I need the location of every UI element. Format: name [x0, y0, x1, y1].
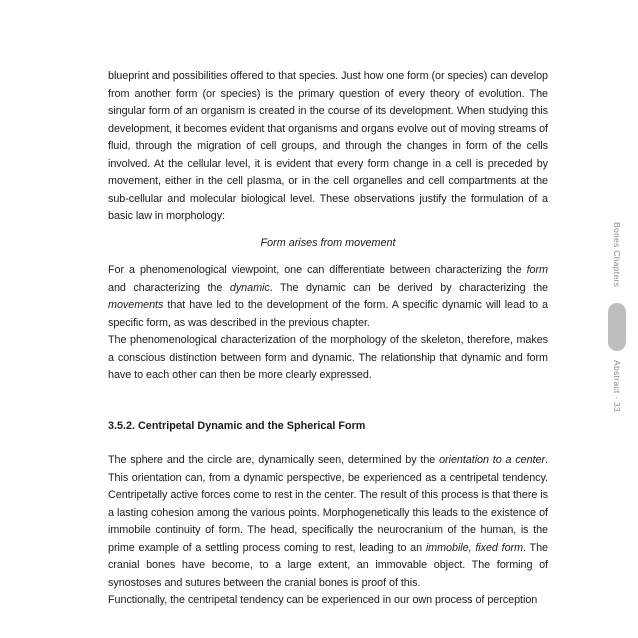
paragraph-5: Functionally, the centripetal tendency can be experienced in our own process of perception — [108, 594, 538, 606]
text-run: The sphere and the circle are, dynamically seen, determined by the — [108, 454, 440, 466]
paragraph-2 — [108, 262, 548, 332]
paragraph-3: The phenomenological characterization of the morphology of the skeleton, therefore, makes a conscious distinction between form and dynamic. The relationship that dynamic and form have to each other can then be more clearly expressed. — [108, 334, 548, 381]
paragraph-1: blueprint and possibilities offered to that species. Just how one form (or species) can develop from another form (or species) is the primary question of every theory of evolution. The singular form of an organism is created in the course of its development. When studying this development, it becomes evident that organisms and organs evolve out of moving streams of fluid, through the migration of cell groups, and through the changes in form of the cells involved. At the cellular level, it is evident that every form change in a cell is preceded by movement, either in the cell plasma, or in the cell organelles and cell compartments at the sub-cellular and molecular biological level. These observations justify the formulation of a basic law in morphology: — [108, 70, 548, 222]
italic-movements: movements — [108, 299, 164, 311]
text-run: and characterizing the — [108, 281, 230, 294]
text-run: . The cranial bones have become, to a large extent, an immovable object. The forming of synostoses and sutures between the cranial bones is proof of this. — [108, 541, 548, 589]
paragraph-4 — [108, 452, 548, 592]
sidebar-page-label: Abstract · 33 — [612, 360, 622, 413]
text-run: that have led to the development of the form. A specific dynamic will lead to a specific form, as was described in the previous chapter. — [108, 299, 548, 329]
sidebar-tab-marker — [608, 303, 626, 351]
section-heading: 3.5.2. Centripetal Dynamic and the Spherical Form — [108, 419, 366, 432]
italic-immobile: immobile, fixed form — [425, 541, 524, 554]
italic-orientation: orientation to a center — [439, 454, 546, 466]
text-run: . This orientation can, from a dynamic perspective, be experienced as a centripetal tendency. Centripetally active forces come to rest in the center. The result of this process is that there is a lasting cohesion among the various points. Morphogenetically this leads to the existence of immobile continuity of form. The head, specifically the neurocranium of the human, is the prime example of a settling process coming to rest, leading to an — [108, 454, 548, 554]
italic-form: form — [526, 264, 548, 276]
italic-dynamic: dynamic — [229, 281, 270, 294]
page-body — [108, 68, 548, 610]
text-run: . The dynamic can be derived by characterizing the — [269, 281, 548, 294]
text-run: For a phenomenological viewpoint, one can differentiate between characterizing the — [108, 264, 527, 276]
sidebar-chapter-label: Bones Chapters — [612, 222, 622, 288]
centered-law: Form arises from movement — [260, 236, 396, 249]
